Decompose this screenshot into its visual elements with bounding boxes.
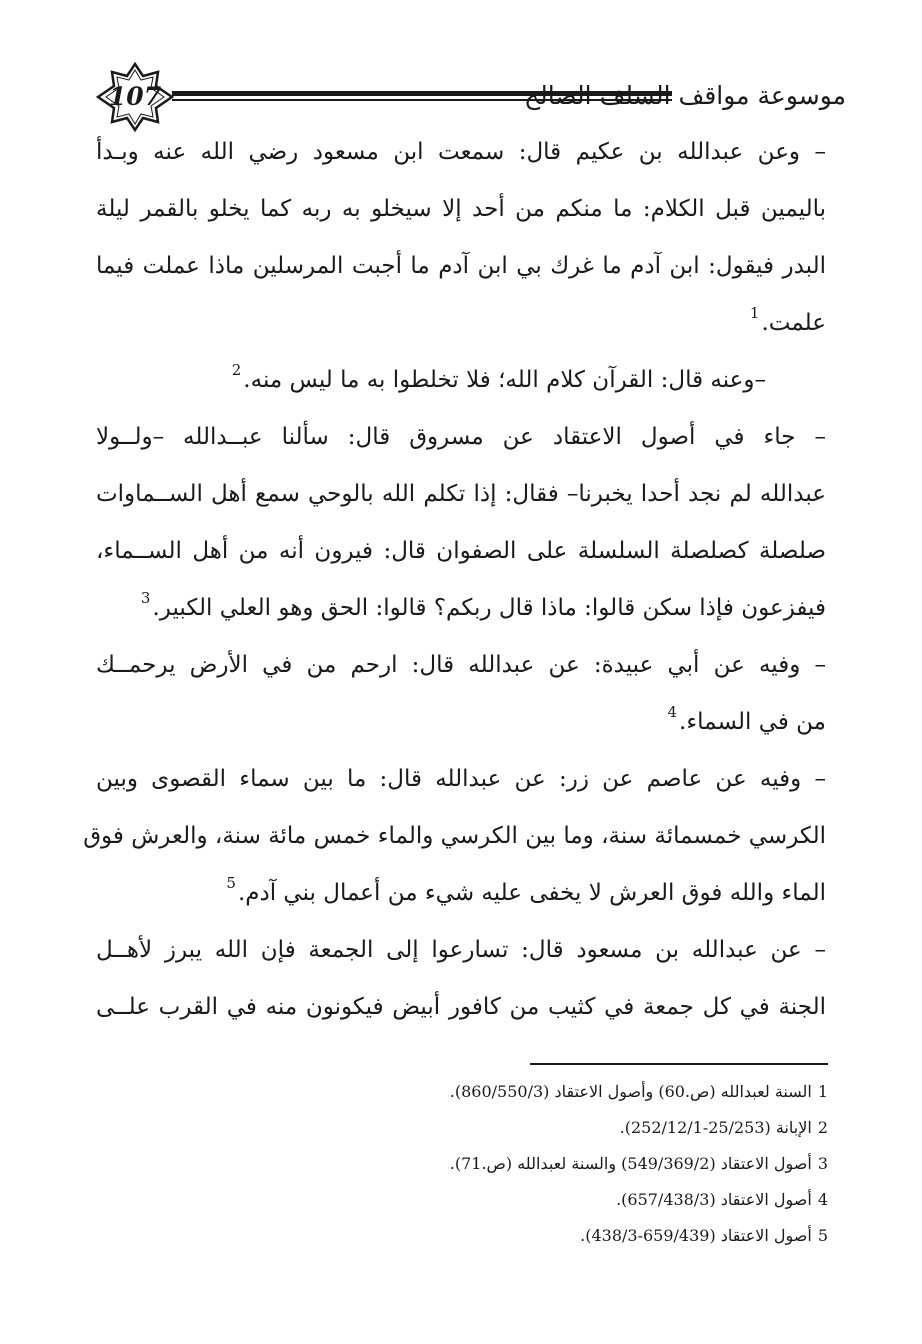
text-line-content: باليمين قبل الكلام: ما منكم من أحد إلا سيخلو به ربه كما يخلو بالقمر ليلة [96,196,826,222]
footnote-item [300,1110,828,1146]
text-line-content: –وعنه قال: القرآن كلام الله؛ فلا تخلطوا به ما ليس منه. [243,367,766,393]
text-line-content: الجنة في كل جمعة في كثيب من كافور أبيض فيكونون منه في القرب علــى [96,994,826,1020]
text-line-content: – عن عبدالله بن مسعود قال: تسارعوا إلى الجمعة فإن الله يبرز لأهــل [96,937,826,963]
footnote-text: الإبانة (25/253-252/12/1). [619,1118,812,1137]
book-title: موسوعة مواقف السلف الصالح [523,81,846,110]
footnote-separator [530,1063,828,1065]
footnote-text: أصول الاعتقاد (549/369/2) والسنة لعبدالله (ص.71). [449,1154,812,1173]
text-line [96,466,826,523]
footnote-number: 4 [817,1190,828,1209]
text-line [96,694,826,751]
footnote-item [300,1182,828,1218]
text-line [96,181,826,238]
text-line-content: – جاء في أصول الاعتقاد عن مسروق قال: سألنا عبــدالله –ولــولا [96,424,826,450]
text-line-content: – وفيه عن عاصم عن زر: عن عبدالله قال: ما بين سماء القصوى وبين [96,766,826,792]
footnote-item [300,1074,828,1110]
text-line-content: – وفيه عن أبي عبيدة: عن عبدالله قال: ارحم من في الأرض يرحمــك [96,652,826,678]
footnote-number: 2 [817,1118,828,1137]
text-line [96,580,826,637]
text-line [96,409,826,466]
text-line [96,352,826,409]
footnote-item [300,1218,828,1254]
footnote-text: السنة لعبدالله (ص.60) وأصول الاعتقاد (860/550/3). [449,1082,812,1101]
text-line [96,922,826,979]
text-line [83,808,826,865]
text-line-content: علمت. [761,310,826,336]
footnote-item [300,1146,828,1182]
text-line-content: الماء والله فوق العرش لا يخفى عليه شيء من أعمال بني آدم. [237,880,826,906]
footnote-number: 5 [817,1226,828,1245]
footnote-number: 1 [817,1082,828,1101]
text-line [96,523,826,580]
text-line-content: الكرسي خمسمائة سنة، وما بين الكرسي والماء خمس مائة سنة، والعرش فوق [83,823,826,849]
text-line-content: عبدالله لم نجد أحدا يخبرنا– فقال: إذا تكلم الله بالوحي سمع أهل الســماوات [96,481,826,507]
text-line-content: البدر فيقول: ابن آدم ما غرك بي ابن آدم ما أجبت المرسلين ماذا عملت فيما [96,253,826,279]
text-line [96,295,826,352]
footnote-ref-1[interactable]: 1 [749,304,760,322]
footnote-ref-2[interactable]: 2 [231,361,242,379]
text-line-content: – وعن عبدالله بن عكيم قال: سمعت ابن مسعود رضي الله عنه وبـدأ [96,139,826,165]
footnote-ref-3[interactable]: 3 [140,589,151,607]
footnote-ref-4[interactable]: 4 [667,703,678,721]
footnote-ref-5[interactable]: 5 [226,874,236,892]
page-number-badge [96,62,174,132]
page-number: 107 [108,82,162,111]
text-line [96,979,826,1036]
text-line-content: صلصلة كصلصلة السلسلة على الصفوان قال: فيرون أنه من أهل الســماء، [96,538,826,564]
text-line [96,751,826,808]
text-line [96,124,826,181]
text-line [96,865,826,922]
footnote-number: 3 [817,1154,828,1173]
text-line-content: فيفزعون فإذا سكن قالوا: ماذا قال ربكم؟ قالوا: الحق وهو العلي الكبير. [152,595,826,621]
body-text [83,124,826,1036]
footnote-text: أصول الاعتقاد (659/439-438/3). [580,1226,812,1245]
text-line [96,238,826,295]
text-line-content: من في السماء. [679,709,826,735]
footnote-text: أصول الاعتقاد (657/438/3). [616,1190,812,1209]
page-header [96,62,846,132]
text-line [96,637,826,694]
footnotes [300,1074,828,1254]
